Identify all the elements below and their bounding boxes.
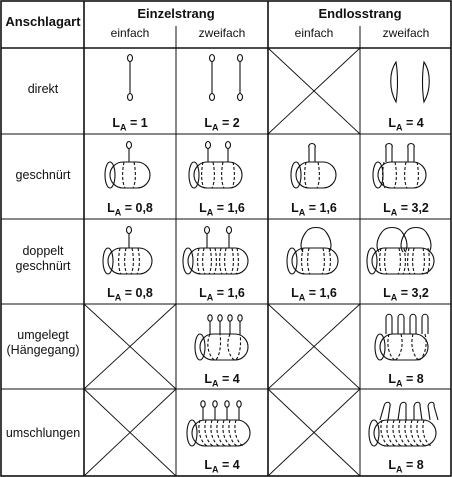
choked-single-icon [105, 142, 150, 189]
row-label-umschlungen: umschlungen [5, 426, 81, 440]
double-choked-double-icon [183, 227, 248, 275]
load-factor-label: $L_A = 4$ [388, 116, 424, 133]
header-einzelstrang: Einzelstrang [137, 6, 215, 21]
row-label-geschnuert: geschnürt [15, 168, 71, 182]
not-applicable-cross [268, 389, 360, 476]
basket-hitch-double-icon [195, 315, 248, 360]
subheader-einfach-2: einfach [294, 26, 334, 40]
subheader-zweifach-2: zweifach [382, 26, 430, 40]
double-choked-endless-single-icon [287, 228, 338, 275]
row-label-umgelegt: umgelegt (Hängegang) [6, 328, 80, 357]
basket-hitch-endless-double-icon [375, 314, 428, 360]
load-factor-label: $L_A = 3,2$ [383, 286, 429, 303]
choked-double-icon [189, 142, 242, 189]
load-factor-label: $L_A = 2$ [204, 116, 240, 133]
row-label-doppelt-geschnuert: doppelt geschnürt [15, 244, 71, 273]
load-factor-label: $L_A = 0,8$ [107, 201, 153, 218]
load-factor-label: $L_A = 3,2$ [383, 201, 429, 218]
choked-endless-single-icon [291, 144, 336, 189]
endless-strand-icon [391, 62, 430, 102]
load-factor-label: $L_A = 8$ [388, 458, 424, 475]
wrapped-endless-double-icon [369, 402, 438, 446]
row-label-direkt: direkt [27, 82, 59, 96]
choked-endless-double-icon [373, 144, 426, 189]
single-strand-icon [128, 55, 133, 101]
load-factor-label: $L_A = 4$ [204, 372, 240, 389]
double-choked-single-icon [103, 227, 152, 275]
load-factor-label: $L_A = 1,6$ [199, 286, 245, 303]
not-applicable-cross [84, 304, 176, 389]
header-endlosstrang: Endlosstrang [318, 6, 402, 21]
not-applicable-cross [84, 389, 176, 476]
double-strand-icon [210, 55, 243, 101]
load-factor-label: $L_A = 1,6$ [199, 201, 245, 218]
subheader-einfach-1: einfach [110, 26, 150, 40]
not-applicable-cross [268, 48, 360, 134]
header-anschlagart: Anschlagart [5, 14, 81, 29]
not-applicable-cross [268, 304, 360, 389]
wrapped-double-icon [187, 401, 250, 446]
load-factor-label: $L_A = 1$ [112, 116, 148, 133]
load-factor-label: $L_A = 8$ [388, 372, 424, 389]
table-border [1, 1, 451, 476]
subheader-zweifach-1: zweifach [198, 26, 246, 40]
load-factor-label: $L_A = 1,6$ [291, 286, 337, 303]
load-factor-label: $L_A = 0,8$ [107, 286, 153, 303]
double-choked-endless-double-icon [367, 228, 434, 275]
load-factor-label: $L_A = 4$ [204, 458, 240, 475]
load-factor-label: $L_A = 1,6$ [291, 201, 337, 218]
